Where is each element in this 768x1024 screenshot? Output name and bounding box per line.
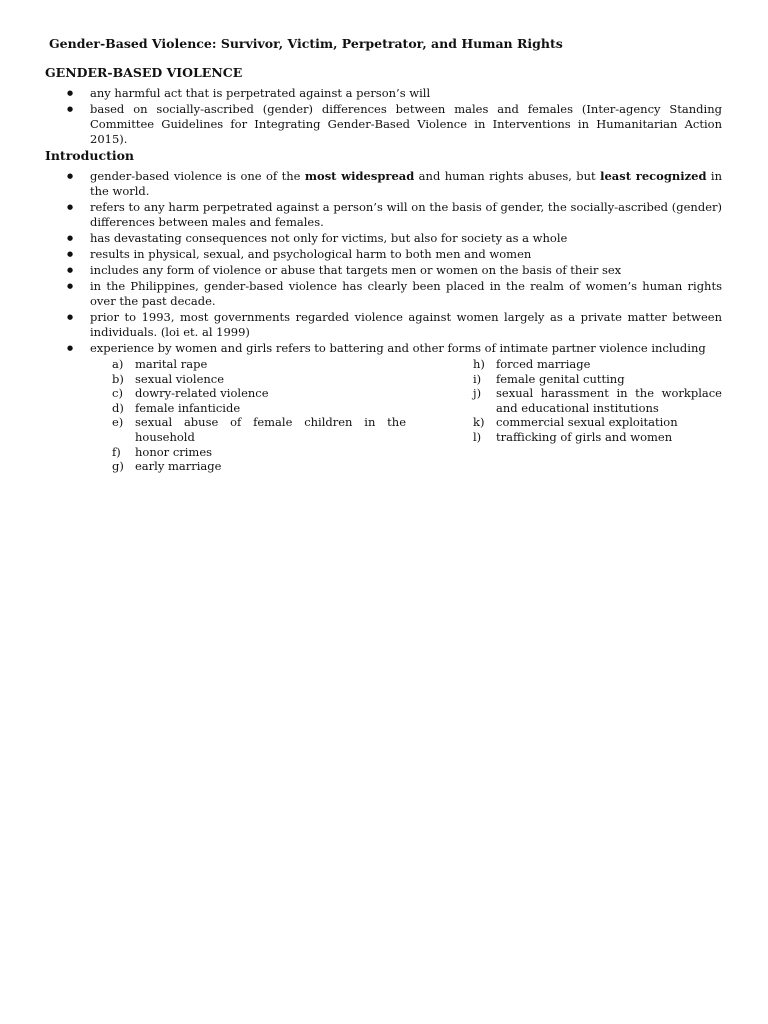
item-text: trafficking of girls and women	[496, 429, 673, 444]
list-item	[473, 386, 722, 415]
item-label: c)	[112, 386, 123, 401]
item-label: f)	[112, 444, 121, 459]
list-item: ● refers to any harm perpetrated against a person’s will on the basis of gender, the socially-ascribed (gender) differences between males and females.	[45, 200, 722, 230]
forms-left-column	[112, 357, 473, 474]
list-item	[473, 430, 722, 445]
list-item	[112, 386, 406, 401]
bold-text: least recognized	[600, 169, 707, 183]
item-label: i)	[473, 371, 482, 386]
item-text: marital rape	[135, 357, 208, 371]
item-label: j)	[473, 386, 482, 401]
item-label: b)	[112, 371, 124, 386]
item-label: e)	[112, 415, 124, 430]
item-text: sexual violence	[135, 371, 225, 386]
item-text: honor crimes	[135, 444, 213, 459]
list-item	[112, 445, 406, 460]
text-run: in the world.	[90, 169, 722, 198]
list-item	[112, 459, 406, 474]
item-label: g)	[112, 459, 124, 474]
bold-text: most widespread	[304, 169, 415, 183]
definition-list	[45, 86, 722, 147]
text-run: and human rights abuses, but	[414, 169, 601, 183]
list-item: ● prior to 1993, most governments regarded violence against women largely as a private matter between individuals. (loi et. al 1999)	[45, 310, 722, 340]
item-text: commercial sexual exploitation	[496, 415, 678, 430]
item-label: a)	[112, 357, 124, 371]
item-text: forced marriage	[496, 357, 591, 371]
list-item	[45, 169, 722, 199]
item-label: l)	[473, 429, 482, 444]
list-item	[112, 415, 406, 444]
list-item	[473, 415, 722, 430]
list-item: ● has devastating consequences not only for victims, but also for society as a whole	[45, 231, 722, 246]
item-label: k)	[473, 415, 485, 430]
list-item: ● experience by women and girls refers to battering and other forms of intimate partner violence including	[45, 341, 722, 356]
list-item: ● includes any form of violence or abuse that targets men or women on the basis of their sex	[45, 263, 722, 278]
text-run: gender-based violence is one of the	[90, 169, 305, 183]
forms-of-violence-list	[45, 357, 722, 474]
forms-right-column	[473, 357, 722, 474]
item-text: early marriage	[135, 459, 222, 474]
item-text: sexual harassment in the workplace and educational institutions	[496, 386, 722, 415]
list-item: ● results in physical, sexual, and psychological harm to both men and women	[45, 247, 722, 262]
definition-heading: GENDER-BASED VIOLENCE	[45, 65, 243, 80]
introduction-heading: Introduction	[45, 148, 135, 163]
item-text: dowry-related violence	[135, 386, 269, 401]
list-item	[112, 401, 406, 416]
list-item: ● in the Philippines, gender-based violence has clearly been placed in the realm of women’s human rights over the past decade.	[45, 279, 722, 309]
item-text: female genital cutting	[496, 371, 625, 386]
item-label: d)	[112, 400, 124, 415]
list-item	[112, 372, 406, 387]
item-text: female infanticide	[135, 400, 241, 415]
item-text: sexual abuse of female children in the household	[135, 415, 406, 444]
document-title: Gender-Based Violence: Survivor, Victim, Perpetrator, and Human Rights	[49, 36, 563, 51]
list-item	[112, 357, 406, 372]
list-item: ● any harmful act that is perpetrated against a person’s will	[45, 86, 722, 101]
list-item	[473, 372, 722, 387]
introduction-list	[45, 169, 722, 356]
list-item: ● based on socially-ascribed (gender) differences between males and females (Inter-agency Standing Committee Guidelines for Integrating Gender-Based Violence in Interventions in Humanitarian Action 2015).	[45, 102, 722, 147]
item-label: h)	[473, 357, 485, 371]
list-item	[473, 357, 722, 372]
